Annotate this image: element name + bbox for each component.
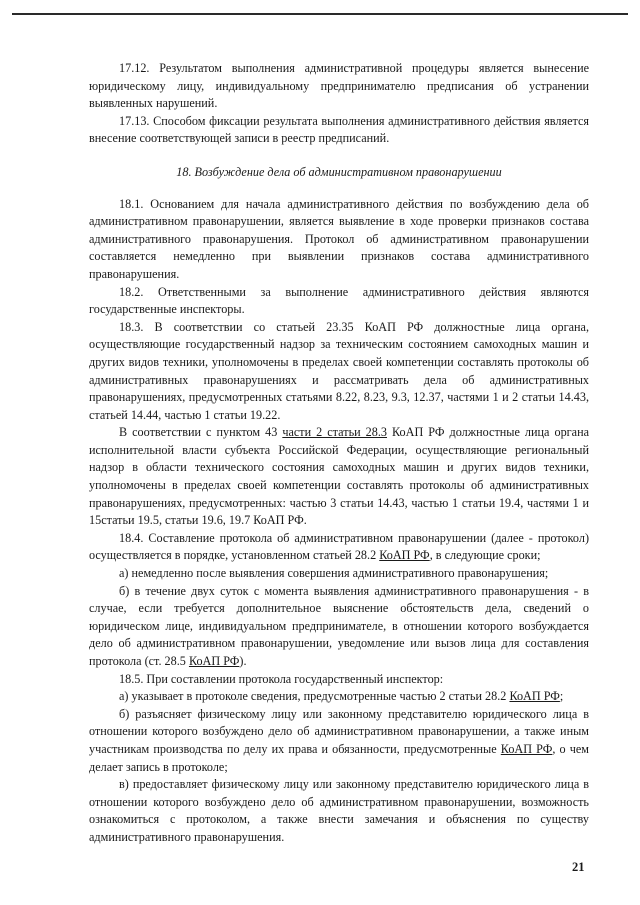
paragraph-18-4-b	[89, 583, 589, 671]
paragraph-18-5: 18.5. При составлении протокола государственный инспектор:	[119, 671, 444, 686]
paragraph-18-5-a	[89, 688, 589, 706]
link-chast-2-statya-28-3[interactable]: части 2 статьи 28.3	[282, 425, 388, 440]
paragraph-18-4-b-text-before: б) в течение двух суток с момента выявления административного правонарушения - в случае, если требуется дополнительное выяснение обстоятельств дела, сведений о юридическом лице, индивидуальном предпринимателе, в отношении которого возбуждается дело об административном правонарушении, уведомление или вызов лица для составления протокола (ст. 28.5	[89, 583, 589, 668]
paragraph-18-4-text-before: 18.4. Составление протокола об административном правонарушении (далее - протокол) осуществляется в порядке, установленном статьей 28.2	[89, 530, 589, 563]
paragraph-18-4-text-after: , в следующие сроки;	[429, 548, 541, 563]
top-border-line	[12, 13, 628, 15]
paragraph-18-5-a-text-after: ;	[559, 689, 564, 704]
paragraph-18-5-v: в) предоставляет физическому лицу или законному представителю юридического лица в отношении которого возбуждено дело об административном правонарушении, возможность ознакомиться с протоколом, а также внести замечания и объяснения по существу административного правонарушения.	[89, 777, 589, 844]
paragraph-18-4	[89, 530, 589, 565]
paragraph-18-5-a-text-before: а) указывает в протоколе сведения, предусмотренные частью 2 статьи 28.2	[119, 689, 510, 704]
paragraph-18-2: 18.2. Ответственными за выполнение административного действия являются государственные инспекторы.	[89, 284, 589, 317]
paragraph-punkt-43-text-before: В соответствии с пунктом 43	[119, 425, 283, 440]
paragraph-18-5-b	[89, 706, 589, 776]
paragraph-punkt-43-text-after: КоАП РФ должностные лица органа исполнительной власти субъекта Российской Федерации, осуществляющие региональный надзор в области технического состояния самоходных машин и других видов техники, уполномочены в пределах своей компетенции составлять протоколы об административных правонарушениях, предусмотренных: частью 3 статьи 14.43, частью 1 статьи 19.4, частями 1 и 15статьи 19.5, статьи 19.6, 19.7 КоАП РФ.	[89, 425, 590, 528]
paragraph-18-5-b-text-before: б) разъясняет физическому лицу или законному представителю юридического лица в отношении которого возбуждено дело об административном правонарушении, а также иным участникам производства по делу их права и обязанности, предусмотренные	[89, 706, 589, 756]
paragraph-17-13: 17.13. Способом фиксации результата выполнения административного действия является внесение соответствующей записи в реестр предписаний.	[89, 113, 589, 146]
link-koap-rf[interactable]: КоАП РФ	[379, 548, 430, 563]
paragraph-18-5-b-text-after: , о чем делает запись в протоколе;	[89, 741, 589, 774]
link-koap-rf[interactable]: КоАП РФ	[500, 741, 553, 756]
link-koap-rf[interactable]: КоАП РФ	[509, 689, 560, 704]
document-body	[89, 60, 589, 847]
page-number: 21	[572, 860, 585, 874]
paragraph-18-1: 18.1. Основанием для начала административного действия по возбуждению дела об административном правонарушении, является выявление в ходе проверки признаков состава административного правонарушения. Протокол об административном правонарушении составляется немедленно при выявлении признаков состава административного правонарушения.	[89, 196, 589, 281]
paragraph-17-12: 17.12. Результатом выполнения административной процедуры является вынесение юридическому лицу, индивидуальному предпринимателю предписания об устранении выявленных нарушений.	[89, 61, 589, 111]
paragraph-18-4-b-text-after: ).	[239, 654, 247, 668]
paragraph-18-3: 18.3. В соответствии со статьей 23.35 КоАП РФ должностные лица органа, осуществляющие государственный надзор за техническим состоянием самоходных машин и других видов техники, уполномочены в пределах своей компетенции составлять протоколы об административных правонарушениях и рассматривать дела об административных правонарушениях, предусмотренных статьями 8.22, 8.23, 9.3, 12.37, частями 1 и 2 статьи 14.43, статьей 14.44, частью 1 статьи 19.22.	[89, 319, 589, 422]
paragraph-18-4-a: а) немедленно после выявления совершения административного правонарушения;	[119, 566, 549, 581]
paragraph-punkt-43	[89, 424, 589, 530]
section-heading: 18. Возбуждение дела об административном правонарушении	[176, 164, 502, 179]
link-koap-rf[interactable]: КоАП РФ	[188, 654, 240, 668]
